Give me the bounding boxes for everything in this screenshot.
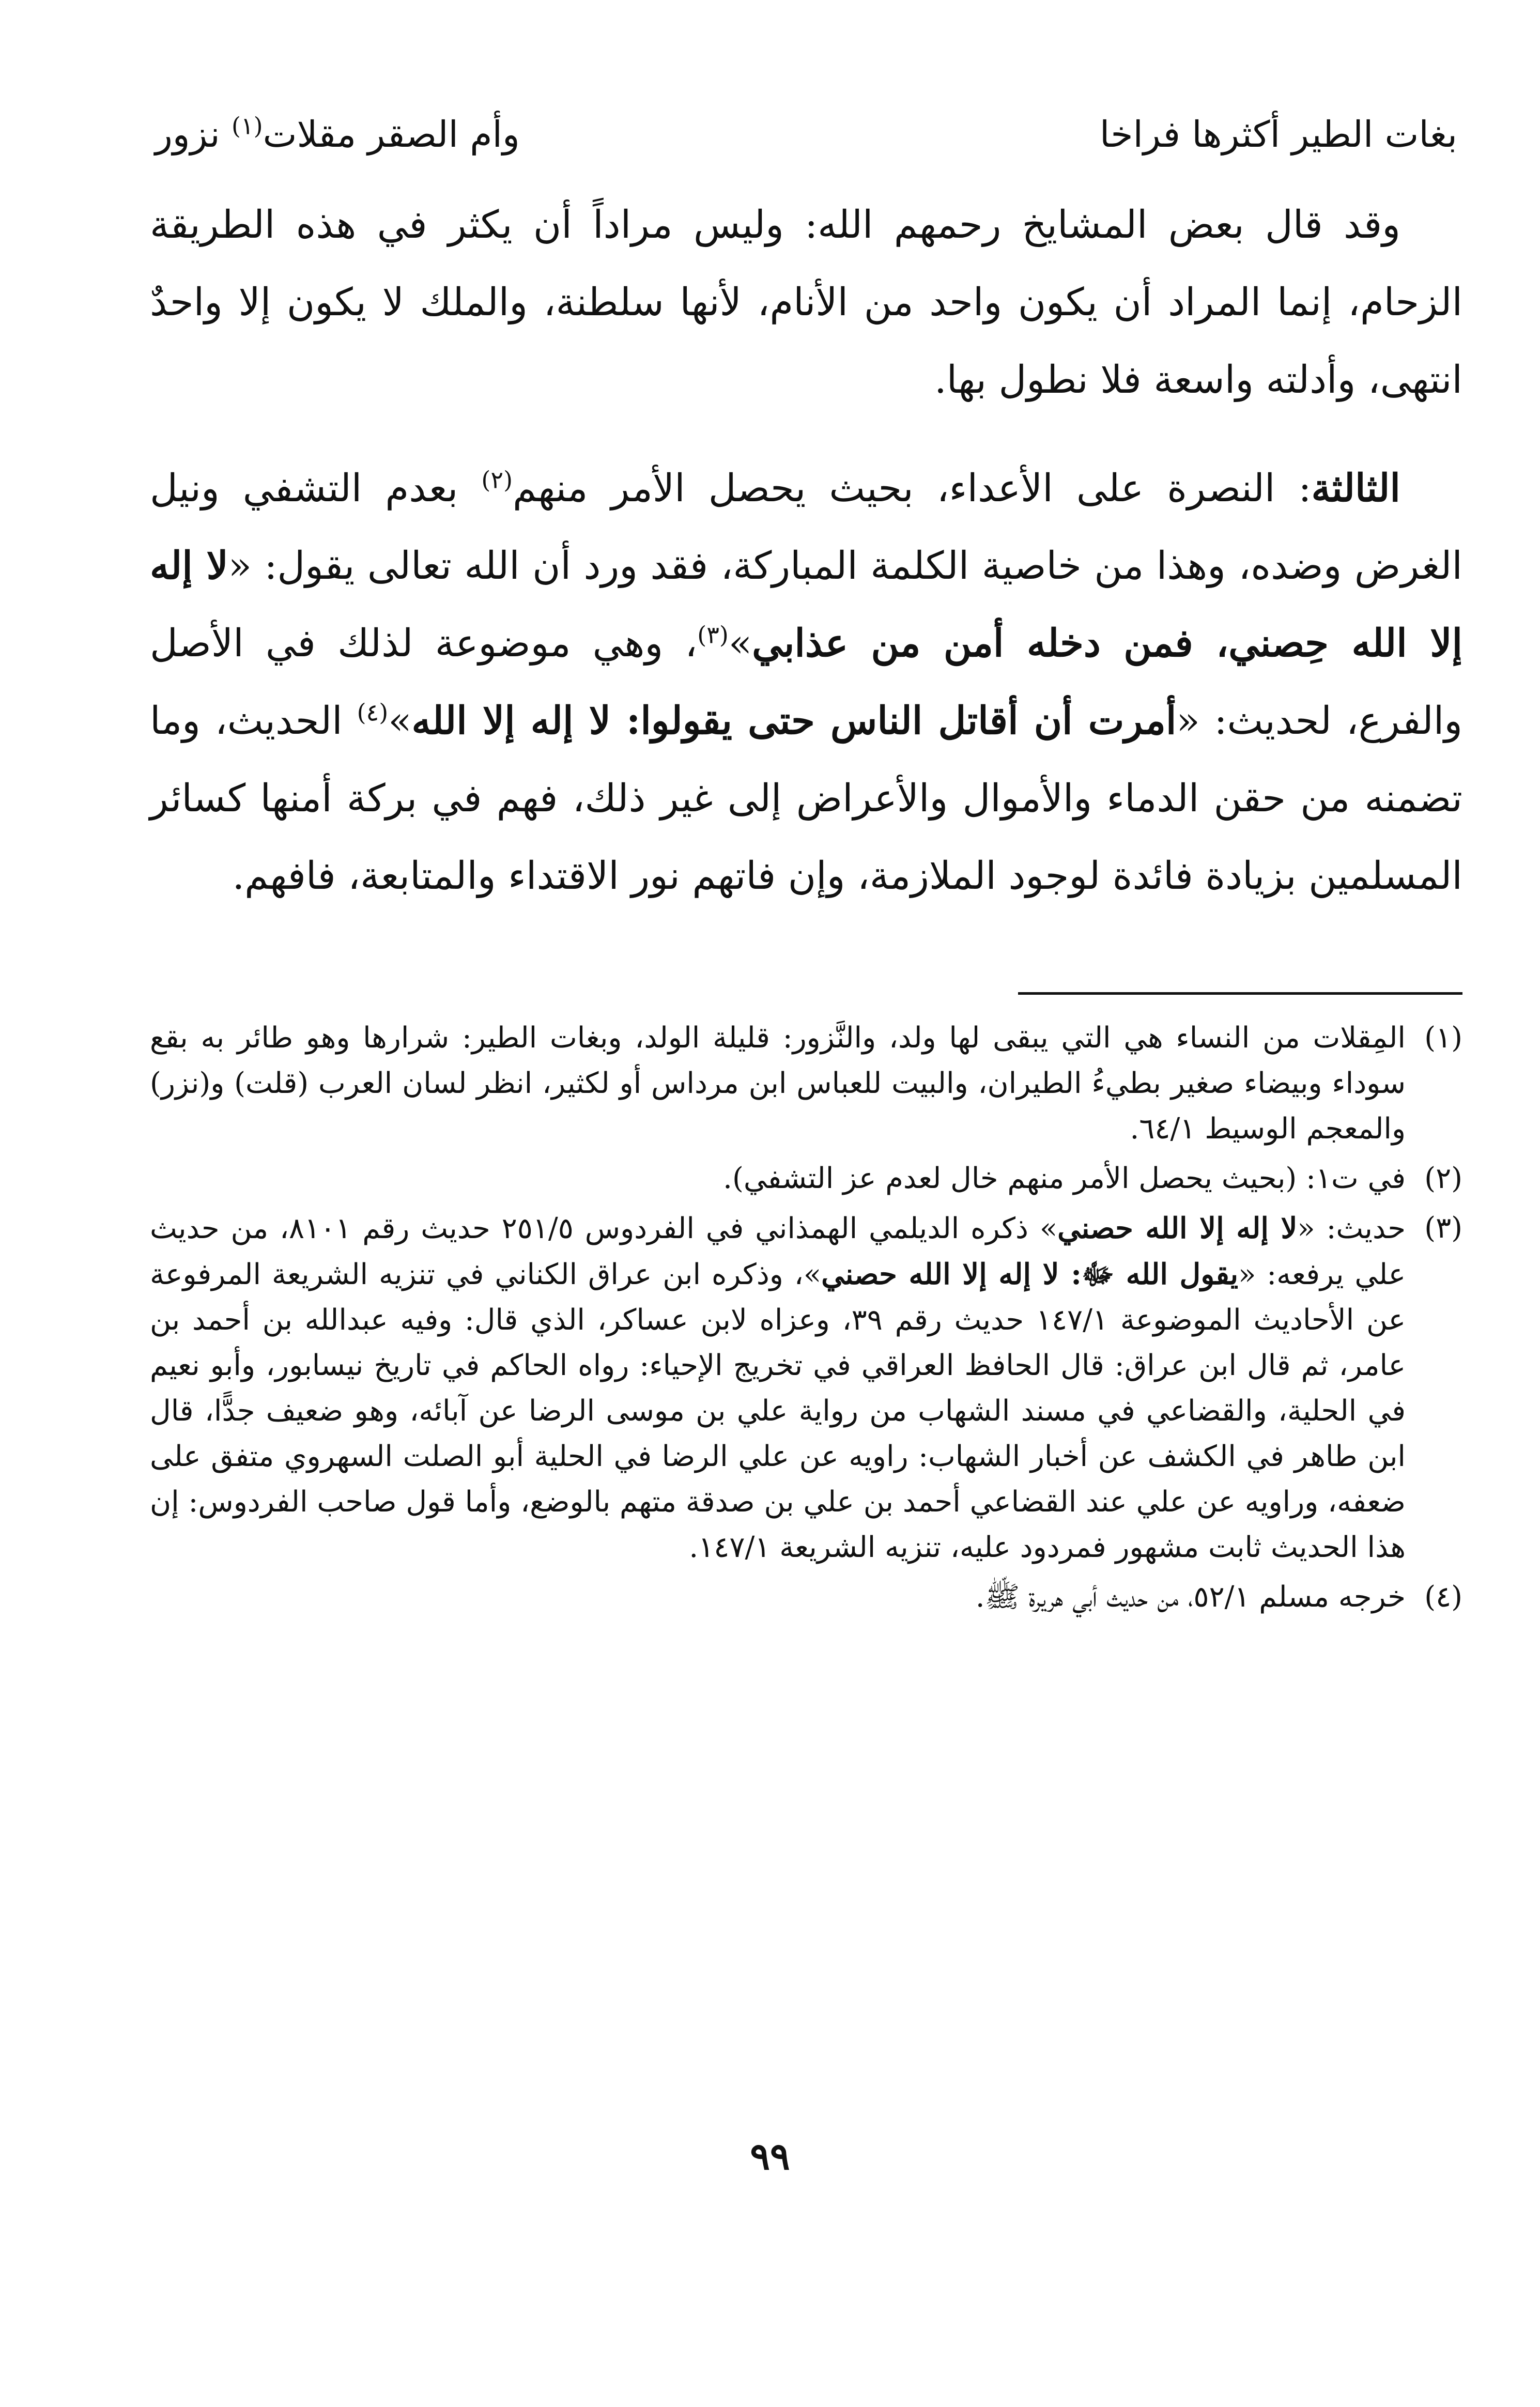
footnote-number: (٢) (1424, 1162, 1462, 1195)
footnote-text: في ت١: (بحيث يحصل الأمر منهم خال لعدم عز التشفي). (723, 1162, 1406, 1195)
footnote-number: (١) (1424, 1021, 1462, 1055)
footnote-ref-2: (٢) (481, 466, 513, 494)
footnote-separator (1018, 992, 1462, 995)
footnote-2 (150, 1156, 1462, 1201)
page-body (150, 103, 1462, 1624)
paragraph-2: الثالثة: النصرة على الأعداء، بحيث يحصل الأمر منهم$^{(٢)}$ بعدم التشفي ونيل الغرض وضده، وهذا من خاصية الكلمة المباركة، فقد ورد أن الله تعالى يقول: «لا إله إلا الله حِصني، فمن دخله أمن من عذابي»$^{(٣)}$، وهي موضوعة لذلك في الأصل والفرع، لحديث: «أمرت أن أقاتل الناس حتى يقولوا: لا إله إلا الله»$^{(٤)}$ الحديث، وما تضمنه من حقن الدماء والأموال والأعراض إلى غير ذلك، فهم في بركة أمنها كسائر المسلمين بزيادة فائدة لوجود الملازمة، وإن فاتهم نور الاقتداء والمتابعة، فافهم. (150, 466, 1463, 898)
footnote-3 (150, 1206, 1462, 1570)
footnote-4 (150, 1575, 1462, 1620)
footnote-ref-3: (٣) (697, 621, 729, 649)
page-number: ٩٩ (750, 2134, 790, 2178)
heading-third: الثالثة (1311, 466, 1400, 511)
footnote-text: المِقلات من النساء هي التي يبقى لها ولد، والنَّزور: قليلة الولد، وبغات الطير: شرارها وهو طائر به بقع سوداء وبيضاء صغير بطيءُ الطيران، والبيت للعباس ابن مرداس أو لكثير، انظر لسان العرب (قلت) و(نزر) والمعجم الوسيط ٦٤/١. (150, 1021, 1406, 1146)
footnote-number: (٣) (1424, 1211, 1462, 1245)
poetry-verse (150, 103, 1462, 176)
hadith-quote-1: لا إله إلا الله حِصني، فمن دخله أمن من عذابي (150, 544, 1463, 666)
footnote-1 (150, 1015, 1462, 1152)
verse-first-hemistich: بغات الطير أكثرها فراخا (1099, 113, 1457, 156)
footnote-ref-1: (١) (231, 112, 263, 140)
footnote-number: (٤) (1424, 1580, 1462, 1614)
hadith-quote-2: أمرت أن أقاتل الناس حتى يقولوا: لا إله إلا الله (411, 699, 1177, 743)
paragraph-1: وقد قال بعض المشايخ رحمهم الله: وليس مراداً أن يكثر في هذه الطريقة الزحام، إنما المراد أن يكون واحد من الأنام، لأنها سلطنة، والملك لا يكون إلا واحدٌ انتهى، وأدلته واسعة فلا نطول بها. (150, 203, 1463, 402)
footnote-ref-4: (٤) (357, 698, 389, 727)
footnote-text: خرجه مسلم ٥٢/١، من حديث أبي هريرة ﷺ. (975, 1580, 1406, 1614)
footnote-text: حديث: «لا إله إلا الله حصني» ذكره الديلمي الهمذاني في الفردوس ٢٥١/٥ حديث رقم ٨١٠١، من حديث علي يرفعه: «يقول الله ﷻ: لا إله إلا الله حصني»، وذكره ابن عراق الكناني في تنزيه الشريعة المرفوعة عن الأحاديث الموضوعة ١٤٧/١ حديث رقم ٣٩، وعزاه لابن عساكر، الذي قال: وفيه عبدالله بن أحمد بن عامر، ثم قال ابن عراق: قال الحافظ العراقي في تخريج الإحياء: رواه الحاكم في تاريخ نيسابور، وأبو نعيم في الحلية، والقضاعي في مسند الشهاب من رواية علي بن موسى الرضا عن آبائه، وهو ضعيف جدًّا، قال ابن طاهر في الكشف عن أخبار الشهاب: راويه عن علي الرضا في الحلية أبو الصلت السهروي متفق على ضعفه، وراويه عن علي عند القضاعي أحمد بن علي بن صدقة متهم بالوضع، وأما قول صاحب الفردوس: إن هذا الحديث ثابت مشهور فمردود عليه، تنزيه الشريعة ١٤٧/١. (150, 1211, 1406, 1564)
verse-second-hemistich: وأم الصقر مقلات$^{(١)}$ نزور (155, 112, 520, 156)
